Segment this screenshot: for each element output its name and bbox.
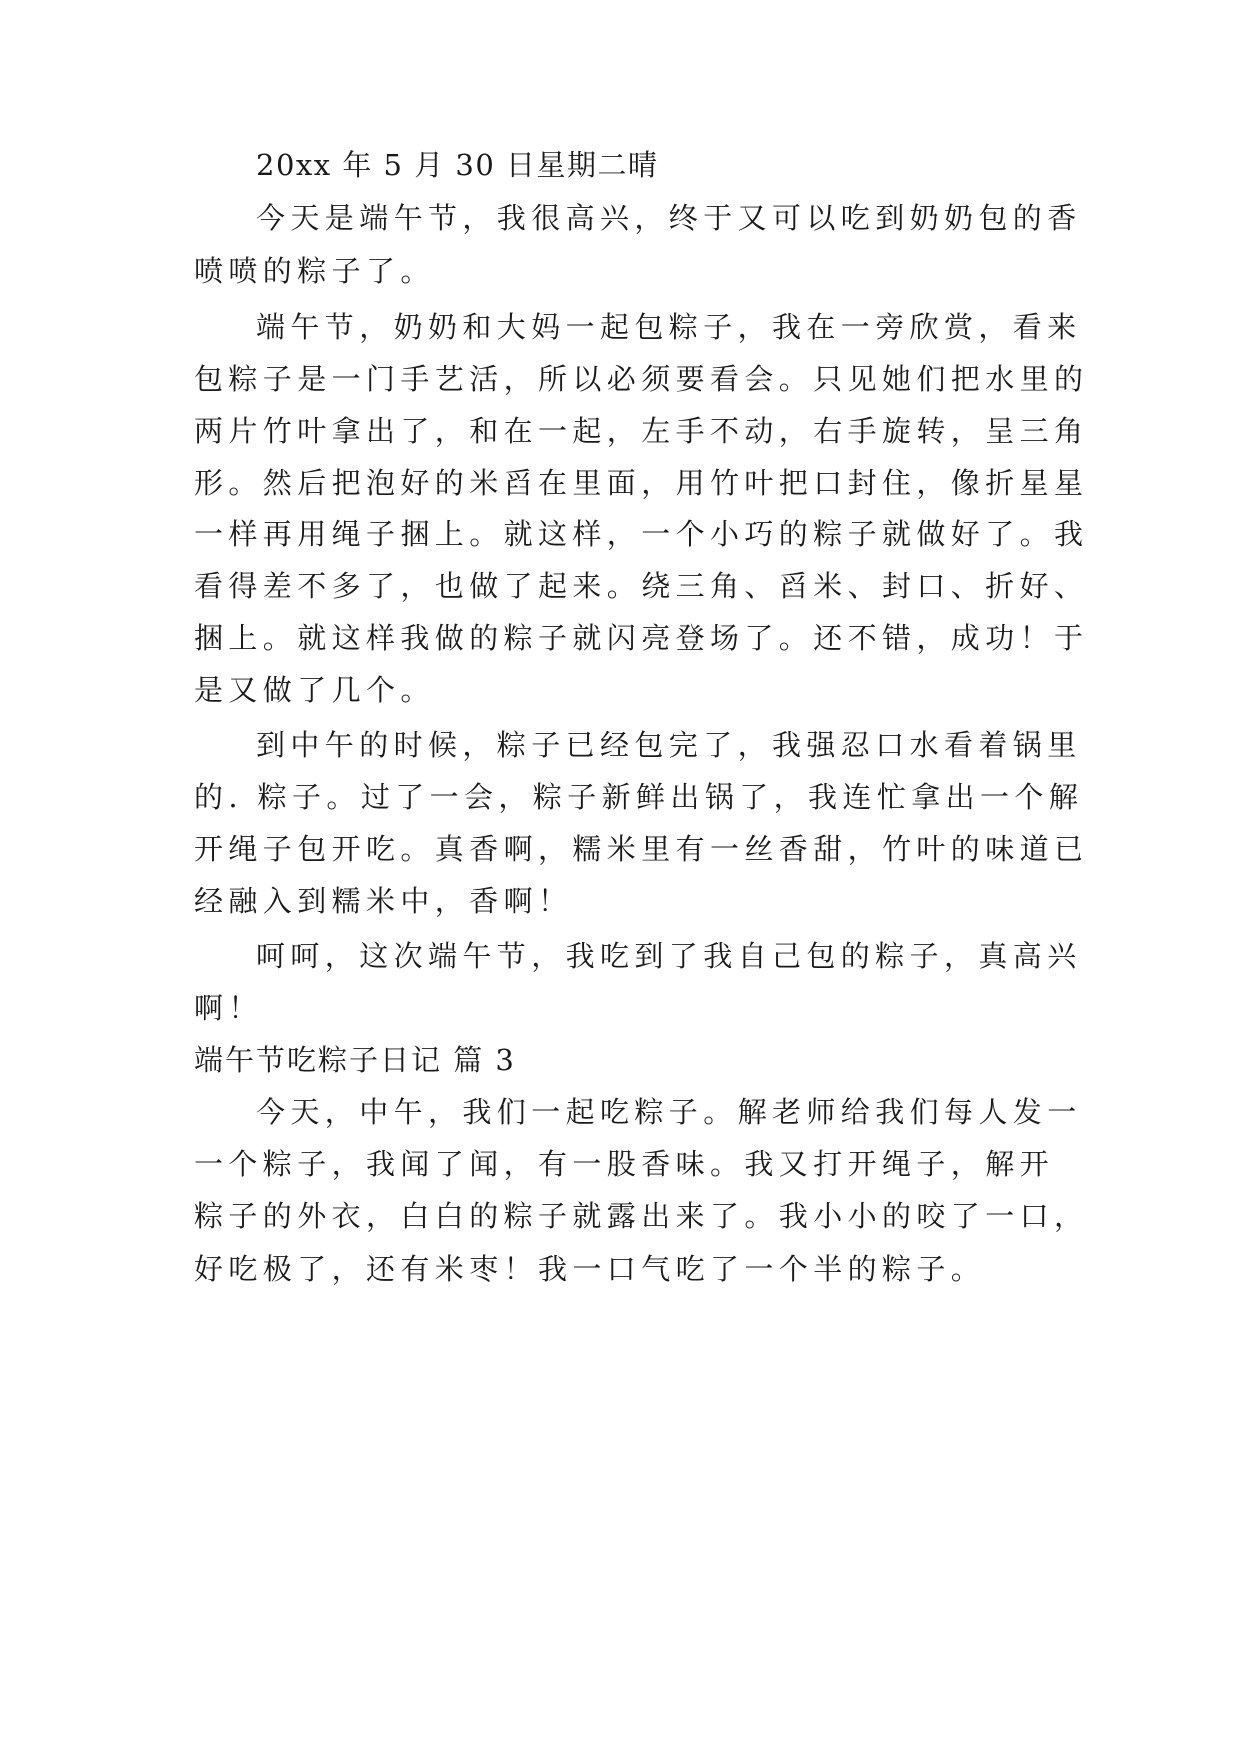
- paragraph-2-line-7: 捆上。就这样我做的粽子就闪亮登场了。还不错，成功！于: [194, 621, 1089, 655]
- paragraph-2-line-3: 两片竹叶拿出了，和在一起，左手不动，右手旋转，呈三角: [194, 414, 1089, 448]
- paragraph-4-line-2: 啊！: [194, 991, 263, 1025]
- paragraph-2-line-4: 形。然后把泡好的米舀在里面，用竹叶把口封住，像折星星: [194, 466, 1089, 500]
- paragraph-5-line-3: 粽子的外衣，白白的粽子就露出来了。我小小的咬了一口，: [194, 1199, 1089, 1233]
- paragraph-5-line-2: 一个粽子，我闻了闻，有一股香味。我又打开绳子，解开: [194, 1147, 1055, 1181]
- diary-date-line: 20xx 年 5 月 30 日星期二晴: [256, 148, 659, 182]
- paragraph-2-line-2: 包粽子是一门手艺活，所以必须要看会。只见她们把水里的: [194, 362, 1089, 396]
- paragraph-5-line-1: 今天，中午，我们一起吃粽子。解老师给我们每人发一: [256, 1095, 1082, 1129]
- paragraph-5-line-4: 好吃极了，还有米枣！我一口气吃了一个半的粽子。: [194, 1252, 986, 1286]
- paragraph-3-line-1: 到中午的时候，粽子已经包完了，我强忍口水看着锅里: [256, 728, 1082, 762]
- paragraph-1-line-2: 喷喷的粽子了。: [194, 254, 435, 288]
- paragraph-4-line-1: 呵呵，这次端午节，我吃到了我自己包的粽子，真高兴: [256, 939, 1082, 973]
- paragraph-2-line-8: 是又做了几个。: [194, 673, 435, 707]
- paragraph-3-line-3: 开绳子包开吃。真香啊，糯米里有一丝香甜，竹叶的味道已: [194, 832, 1089, 866]
- section-heading: 端午节吃粽子日记 篇 3: [194, 1043, 516, 1077]
- paragraph-3-line-2: 的. 粽子。过了一会，粽子新鲜出锅了，我连忙拿出一个解: [194, 780, 1084, 814]
- paragraph-2-line-1: 端午节，奶奶和大妈一起包粽子，我在一旁欣赏，看来: [256, 310, 1082, 344]
- paragraph-1-line-1: 今天是端午节，我很高兴，终于又可以吃到奶奶包的香: [256, 201, 1082, 235]
- paragraph-3-line-4: 经融入到糯米中，香啊！: [194, 884, 573, 918]
- paragraph-2-line-5: 一样再用绳子捆上。就这样，一个小巧的粽子就做好了。我: [194, 517, 1089, 551]
- paragraph-2-line-6: 看得差不多了，也做了起来。绕三角、舀米、封口、折好、: [194, 569, 1089, 603]
